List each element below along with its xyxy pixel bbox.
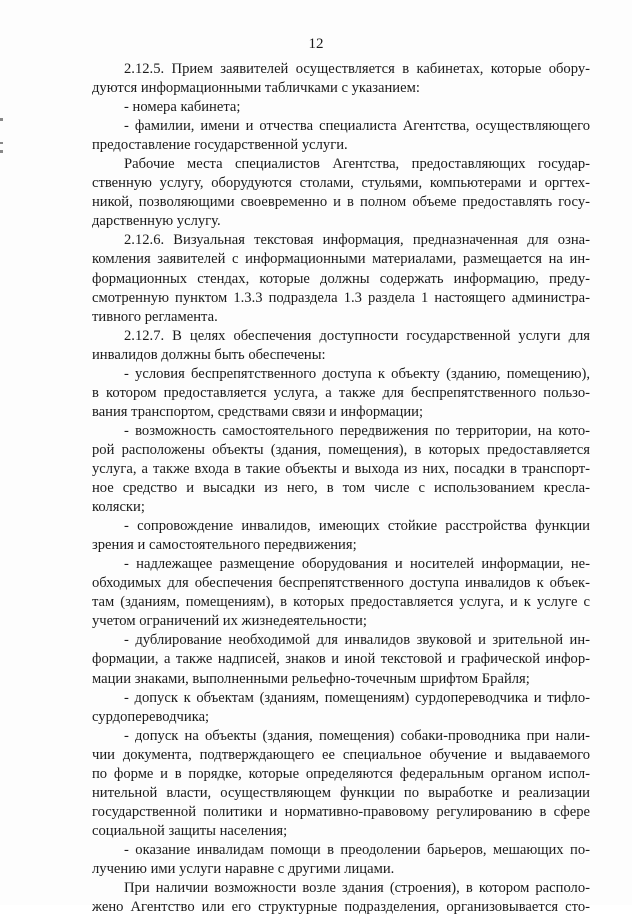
- scan-artifact: [0, 142, 3, 144]
- text-line: - допуск на объекты (здания, помещения) собаки-проводника при нали-: [124, 727, 590, 744]
- text-line: социальной защиты населения;: [92, 822, 288, 839]
- text-line: зрения и самостоятельного передвижения;: [92, 537, 357, 554]
- text-line: - фамилии, имени и отчества специалиста Агентства, осуществляющего: [124, 118, 590, 135]
- text-line: - надлежащее размещение оборудования и носителей информации, не-: [124, 556, 590, 573]
- text-line: - условия беспрепятственного доступа к объекту (зданию, помещению),: [124, 365, 590, 382]
- text-line: там (зданиям, помещениям), в которых предоставляется услуга, и к услуге с: [92, 594, 590, 611]
- text-line: государственной политики и нормативно-правовому регулированию в сфере: [92, 803, 590, 820]
- text-line: тивного регламента.: [92, 308, 218, 325]
- page-number: 12: [308, 36, 324, 52]
- text-line: формации, а также надписей, знаков и иной текстовой и графической инфор-: [92, 651, 590, 668]
- text-line: предоставление государственной услуги.: [92, 137, 348, 154]
- text-line: комления заявителей с информационными материалами, размещается на ин-: [92, 251, 590, 268]
- scan-artifact: [0, 118, 3, 121]
- text-line: При наличии возможности возле здания (строения), в котором располо-: [124, 880, 590, 897]
- text-line: формационных стендах, которые должны содержать информацию, преду-: [92, 270, 590, 287]
- text-line: учетом ограничений их жизнедеятельности;: [92, 613, 367, 630]
- text-line: Рабочие места специалистов Агентства, предоставляющих государ-: [124, 156, 590, 173]
- text-line: 2.12.6. Визуальная текстовая информация, предназначенная для озна-: [124, 232, 590, 249]
- text-line: нительной власти, осуществляющем функции по выработке и реализации: [92, 784, 590, 801]
- text-line: вания транспортом, средствами связи и информации;: [92, 403, 424, 420]
- text-line: смотренную пунктом 1.3.3 подраздела 1.3 раздела 1 настоящего администра-: [92, 289, 590, 306]
- text-line: 2.12.5. Прием заявителей осуществляется в кабинетах, которые обору-: [124, 61, 590, 77]
- text-line: по форме и в порядке, которые определяются федеральным органом испол-: [92, 765, 590, 782]
- text-line: ственную услугу, оборудуются столами, стульями, компьютерами и оргтех-: [92, 175, 590, 192]
- text-line: - оказание инвалидам помощи в преодолении барьеров, мешающих по-: [124, 841, 590, 858]
- document-body: [92, 60, 590, 917]
- text-line: мации знаками, выполненными рельефно-точечным шрифтом Брайля;: [92, 670, 530, 687]
- text-line: - возможность самостоятельного передвижения по территории, на кото-: [124, 422, 590, 439]
- text-line: в котором предоставляется услуга, а также для беспрепятственного пользо-: [92, 384, 590, 401]
- text-line: - сопровождение инвалидов, имеющих стойкие расстройства функции: [124, 518, 590, 535]
- text-line: инвалидов должны быть обеспечены:: [92, 346, 326, 363]
- text-line: дуются информационными табличками с указанием:: [92, 80, 420, 97]
- text-line: - номера кабинета;: [124, 99, 241, 116]
- text-line: жено Агентство или его структурные подразделения, организовывается сто-: [92, 899, 590, 916]
- text-line: чии документа, подтверждающего ее специальное обучение и выдаваемого: [92, 746, 590, 763]
- text-line: рой расположены объекты (здания, помещения), в которых предоставляется: [92, 441, 590, 458]
- text-line: ное средство и высадки из него, в том числе с использованием кресла-: [92, 480, 590, 497]
- text-line: - дублирование необходимой для инвалидов звуковой и зрительной ин-: [124, 632, 590, 649]
- text-line: дарственную услугу.: [92, 213, 221, 230]
- text-line: коляски;: [92, 499, 145, 516]
- text-line: 2.12.7. В целях обеспечения доступности государственной услуги для: [124, 327, 590, 344]
- text-line: обходимых для обеспечения беспрепятственного доступа инвалидов к объек-: [92, 575, 590, 592]
- text-line: никой, позволяющими своевременно и в полном объеме предоставлять госу-: [92, 194, 590, 211]
- text-line: сурдопереводчика;: [92, 708, 210, 725]
- text-line: лучению ими услуги наравне с другими лицами.: [92, 860, 395, 877]
- text-line: услуга, а также входа в такие объекты и выхода из них, посадки в транспорт-: [92, 460, 590, 477]
- scan-artifact: [0, 150, 3, 153]
- text-line: - допуск к объектам (зданиям, помещениям) сурдопереводчика и тифло-: [124, 689, 590, 706]
- scan-margin-marks: [0, 0, 8, 905]
